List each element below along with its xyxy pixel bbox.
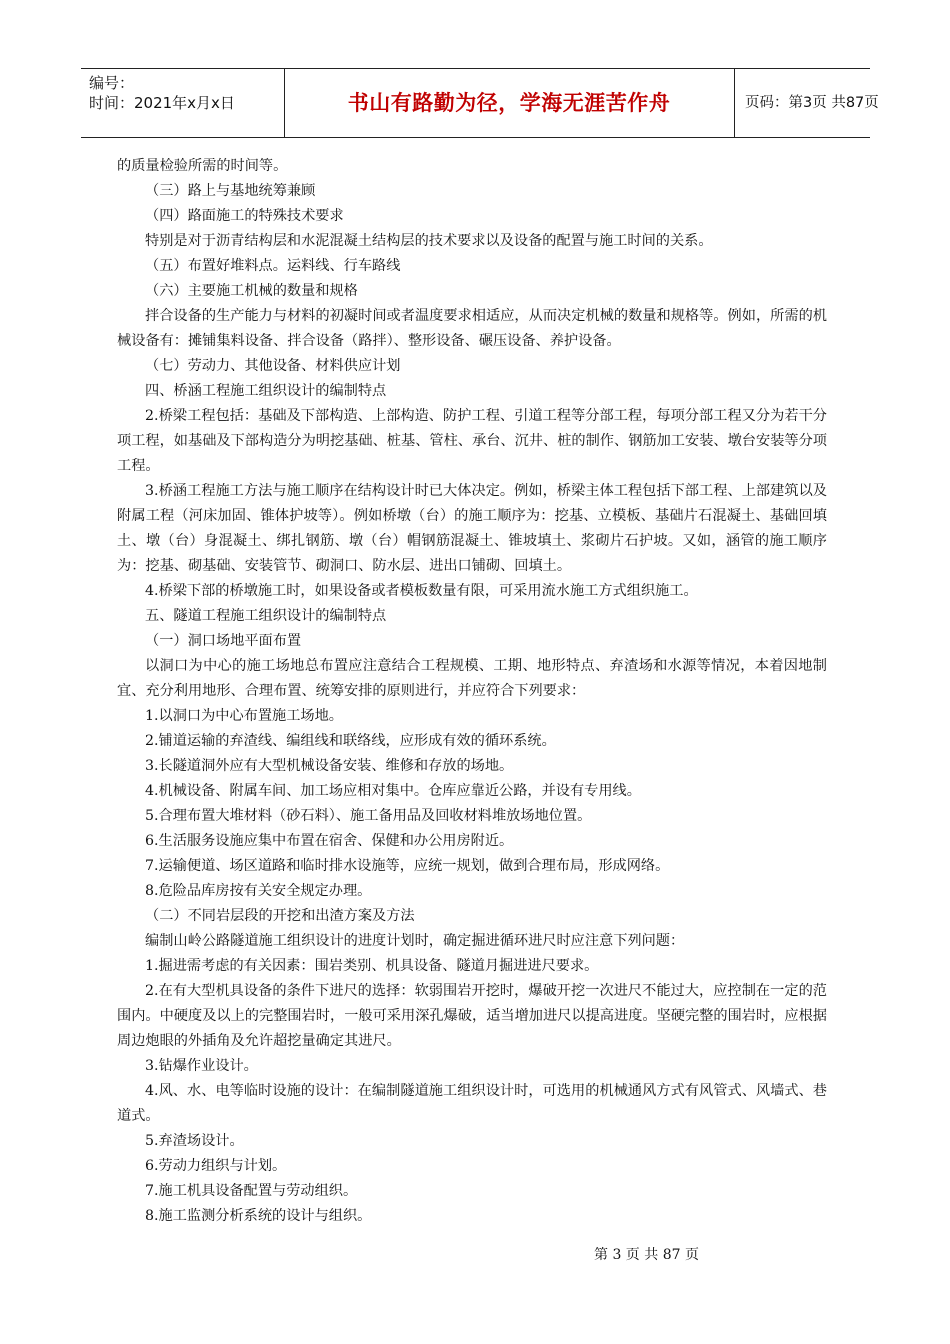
body-paragraph: 3.桥涵工程施工方法与施工顺序在结构设计时已大体决定。例如，桥梁主体工程包括下部工程、上部建筑以及附属工程（河床加固、锥体护坡等）。例如桥墩（台）的施工顺序为：挖基、立模板、基础片石混凝土、基础回填土、墩（台）身混凝土、绑扎钢筋、墩（台）帽钢筋混凝土、锥坡填土、浆砌片石护坡。又如，涵管的施工顺序为：挖基、砌基础、安装管节、砌洞口、防水层、进出口铺砌、回填土。 (117, 483, 827, 574)
body-paragraph: 7.运输便道、场区道路和临时排水设施等，应统一规划，做到合理布局，形成网络。 (145, 858, 670, 874)
body-paragraph: （六）主要施工机械的数量和规格 (145, 283, 358, 299)
body-paragraph: 5.弃渣场设计。 (145, 1133, 244, 1149)
body-paragraph: 五、隧道工程施工组织设计的编制特点 (145, 608, 387, 624)
body-paragraph: （二）不同岩层段的开挖和出渣方案及方法 (145, 908, 415, 924)
body-paragraph: 6.生活服务设施应集中布置在宿舍、保健和办公用房附近。 (145, 833, 514, 849)
header-motto: 书山有路勤为径，学海无涯苦作舟 (347, 91, 671, 115)
body-paragraph: 6.劳动力组织与计划。 (145, 1158, 287, 1174)
header-page-info: 页码：第3页 共87页 (745, 95, 879, 111)
body-paragraph: 的质量检验所需的时间等。 (117, 158, 288, 174)
footer-page-number: 第 3 页 共 87 页 (594, 1247, 699, 1263)
body-paragraph: 2.桥梁工程包括：基础及下部构造、上部构造、防护工程、引道工程等分部工程，每项分部工程又分为若干分项工程，如基础及下部构造分为明挖基础、桩基、管柱、承台、沉井、桩的制作、钢筋加工安装、墩台安装等分项工程。 (117, 408, 827, 474)
header-motto-cell (284, 69, 735, 137)
body-paragraph: 编制山岭公路隧道施工组织设计的进度计划时，确定掘进循环进尺时应注意下列问题： (145, 933, 685, 949)
body-paragraph: 2.在有大型机具设备的条件下进尺的选择：软弱围岩开挖时，爆破开挖一次进尺不能过大，应控制在一定的范围内。中硬度及以上的完整围岩时，一般可采用深孔爆破，适当增加进尺以提高进度。坚硬完整的围岩时，应根据周边炮眼的外插角及允许超挖量确定其进尺。 (117, 983, 827, 1049)
body-paragraph: 以洞口为中心的施工场地总布置应注意结合工程规模、工期、地形特点、弃渣场和水源等情况，本着因地制宜、充分利用地形、合理布置、统筹安排的原则进行，并应符合下列要求： (117, 658, 827, 699)
body-paragraph: （四）路面施工的特殊技术要求 (145, 208, 344, 224)
header-info-cell (81, 69, 285, 137)
body-paragraph: 3.钻爆作业设计。 (145, 1058, 258, 1074)
body-paragraph: 拌合设备的生产能力与材料的初凝时间或者温度要求相适应，从而决定机械的数量和规格等。例如，所需的机械设备有：摊铺集料设备、拌合设备（路拌）、整形设备、碾压设备、养护设备。 (117, 308, 827, 349)
document-body (117, 154, 827, 1229)
document-number-label: 编号： (89, 74, 135, 92)
body-paragraph: 1.以洞口为中心布置施工场地。 (145, 708, 343, 724)
page-header (81, 68, 879, 138)
body-paragraph: 3.长隧道洞外应有大型机械设备安装、维修和存放的场地。 (145, 758, 514, 774)
body-paragraph: （五）布置好堆料点。运料线、行车路线 (145, 258, 401, 274)
document-date-label: 时间：2021年x月x日 (89, 94, 235, 112)
body-paragraph: 5.合理布置大堆材料（砂石料）、施工备用品及回收材料堆放场地位置。 (145, 808, 592, 824)
body-paragraph: （一）洞口场地平面布置 (145, 633, 302, 649)
body-paragraph: 特别是对于沥青结构层和水泥混凝土结构层的技术要求以及设备的配置与施工时间的关系。 (145, 233, 713, 249)
body-paragraph: 1.掘进需考虑的有关因素：围岩类别、机具设备、隧道月掘进进尺要求。 (145, 958, 599, 974)
body-paragraph: 4.桥梁下部的桥墩施工时，如果设备或者模板数量有限，可采用流水施工方式组织施工。 (145, 583, 698, 599)
body-paragraph: 4.机械设备、附属车间、加工场应相对集中。仓库应靠近公路，并设有专用线。 (145, 783, 641, 799)
body-paragraph: 8.危险品库房按有关安全规定办理。 (145, 883, 372, 899)
body-paragraph: （三）路上与基地统筹兼顾 (145, 183, 316, 199)
body-paragraph: 4.风、水、电等临时设施的设计：在编制隧道施工组织设计时，可选用的机械通风方式有风管式、风墙式、巷道式。 (117, 1083, 827, 1124)
body-paragraph: 8.施工监测分析系统的设计与组织。 (145, 1208, 372, 1224)
body-paragraph: 四、桥涵工程施工组织设计的编制特点 (145, 383, 387, 399)
body-paragraph: （七）劳动力、其他设备、材料供应计划 (145, 358, 401, 374)
body-paragraph: 7.施工机具设备配置与劳动组织。 (145, 1183, 358, 1199)
header-page-cell (734, 69, 879, 137)
body-paragraph: 2.铺道运输的弃渣线、编组线和联络线，应形成有效的循环系统。 (145, 733, 556, 749)
